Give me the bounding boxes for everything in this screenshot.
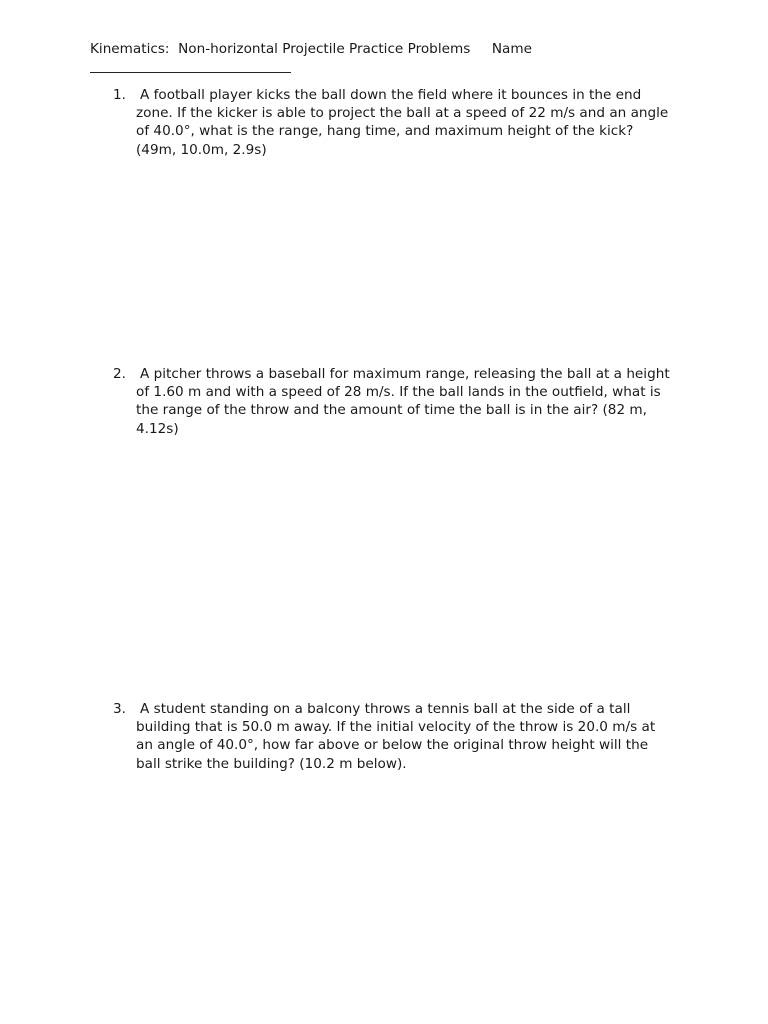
name-label: Name: [491, 41, 532, 57]
problem-number: 1.: [113, 87, 126, 103]
problem-3: [113, 700, 693, 773]
problem-2: [113, 365, 693, 438]
problem-text: A football player kicks the ball down the field where it bounces in the end zone. If the kicker is able to project the ball at a speed of 22 m/s and an angle of 40.0°, what is the range, hang time, and maximum height of the kick? (49m, 10.0m, 2.9s): [136, 87, 669, 158]
problem-text: A student standing on a balcony throws a tennis ball at the side of a tall building that is 50.0 m away. If the initial velocity of the throw is 20.0 m/s at an angle of 40.0°, how far above or below the original throw height will the ball strike the building? (10.2 m below).: [136, 701, 656, 772]
problem-number: 3.: [113, 701, 126, 717]
worksheet-header: [90, 40, 690, 58]
name-blank-line: [90, 72, 291, 73]
worksheet-title: Kinematics: Non-horizontal Projectile Practice Problems: [90, 41, 471, 57]
problem-number: 2.: [113, 366, 126, 382]
problem-text: A pitcher throws a baseball for maximum range, releasing the ball at a height of 1.60 m and with a speed of 28 m/s. If the ball lands in the outfield, what is the range of the throw and the amount of time the ball is in the air? (82 m, 4.12s): [136, 366, 670, 437]
problem-1: [113, 86, 693, 159]
